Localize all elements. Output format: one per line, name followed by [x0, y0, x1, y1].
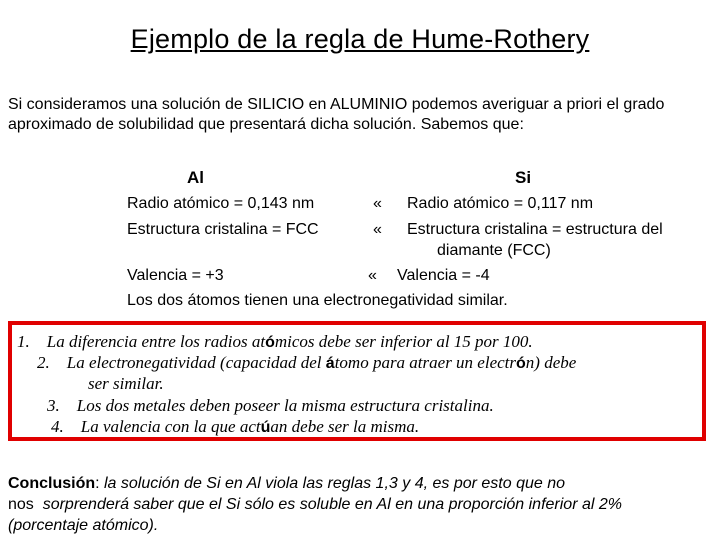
rule-2-continuation: [88, 373, 164, 394]
al-structure: Estructura cristalina = FCC: [127, 221, 319, 238]
intro-paragraph: Si consideramos una solución de SILICIO en ALUMINIO podemos averiguar a priori el grado aproximado de solubilidad que presentará dicha solución. Sabemos que:: [8, 96, 665, 133]
rule-text: ser similar.: [88, 374, 164, 393]
si-valence: Valencia = -4: [397, 267, 490, 284]
rule-accent: á: [325, 355, 335, 372]
conclusion-line2-pre: nos: [8, 496, 43, 513]
rule-text: n) debe: [525, 353, 577, 372]
rule-number: 3.: [47, 396, 60, 415]
arrow-valence: «: [368, 267, 377, 284]
rule-text: La electronegatividad (capacidad del: [66, 353, 326, 372]
al-radius: Radio atómico = 0,143 nm: [127, 195, 315, 212]
conclusion-line3: (porcentaje atómico).: [8, 517, 159, 534]
rule-1: [17, 331, 533, 353]
si-structure-line2: diamante (FCC): [437, 242, 551, 259]
rule-text: Los dos metales deben poseer la misma estructura cristalina.: [76, 396, 494, 415]
rule-number: 4.: [51, 417, 64, 436]
rule-text: La valencia con la que act: [80, 417, 261, 436]
conclusion-paragraph: [8, 473, 714, 536]
conclusion-colon: :: [95, 475, 104, 492]
rule-3: [47, 395, 494, 416]
si-header: Si: [515, 168, 532, 187]
page-title: Ejemplo de la regla de Hume-Rothery: [130, 24, 590, 54]
arrow-structure: «: [373, 221, 382, 238]
rule-number: 1.: [17, 332, 30, 351]
al-valence: Valencia = +3: [127, 267, 224, 284]
rule-4: [51, 416, 419, 438]
conclusion-line2: sorprenderá saber que el Si sólo es soluble en Al en una proporción inferior al 2%: [42, 496, 622, 513]
rule-number: 2.: [37, 353, 50, 372]
rule-text: an debe ser la misma.: [270, 417, 420, 436]
rule-2: [37, 352, 576, 374]
rule-text: micos debe ser inferior al 15 por 100.: [274, 332, 533, 351]
rule-accent: ó: [516, 355, 526, 372]
rule-text: La diferencia entre los radios at: [46, 332, 266, 351]
electronegativity-note: Los dos átomos tienen una electronegatividad similar.: [127, 292, 508, 309]
conclusion-line1: la solución de Si en Al viola las reglas 1,3 y 4, es por esto que no: [104, 475, 566, 492]
rule-text: tomo para atraer un electr: [334, 353, 517, 372]
arrow-radius: «: [373, 195, 382, 212]
si-radius: Radio atómico = 0,117 nm: [407, 195, 594, 212]
conclusion-label: Conclusión: [8, 475, 96, 492]
rule-accent: ó: [265, 334, 275, 351]
rule-accent: ú: [260, 419, 271, 436]
al-header: Al: [187, 168, 204, 187]
si-structure-line1: Estructura cristalina = estructura del: [407, 221, 663, 238]
